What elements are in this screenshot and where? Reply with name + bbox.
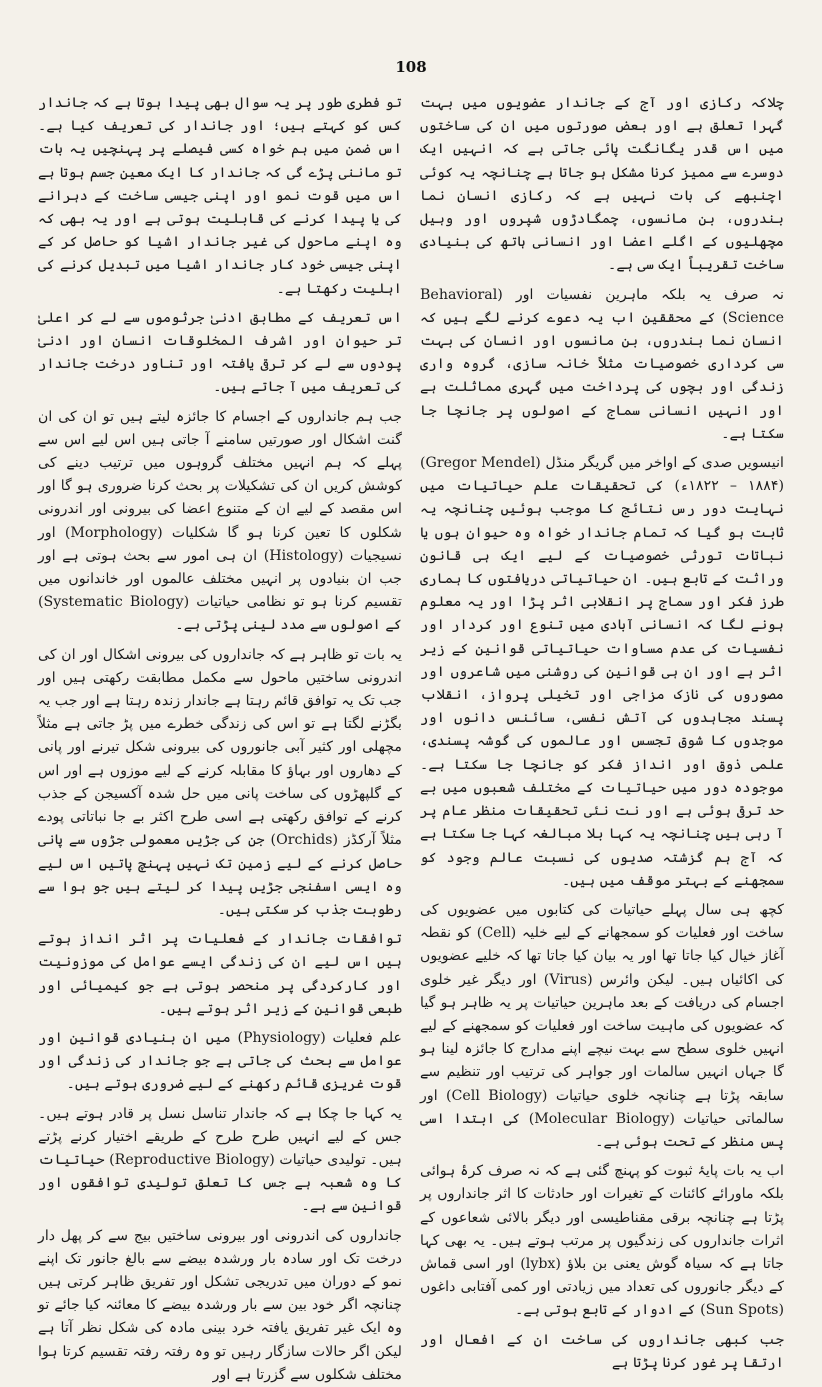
paragraph: اب یہ بات پایۂ ثبوت کو پہنچ گئی ہے کہ نہ صرف کرۂ ہوائی بلکہ ماورائے کائنات کے تغیرات اور حادثات کا اثر جانداروں پر پڑتا ہے چنانچہ برقی مقناطیسی اور دیگر بالائی شعاعوں کے اثرات جانداروں کی زندگیوں پر مرتب ہوتے ہیں۔ یہ بھی کہا جاتا ہے کہ سیاہ گوش یعنی بن بلاؤ (lybx) اور اسی قماش کے دیگر جانوروں کی تعداد میں زیادتی اور کمی آفتابی داغوں (Sun Spots) کے ادوار کے تابع ہوتی ہے۔ [420, 1163, 784, 1319]
paragraph: چلاکہ رکازی اور آج کے جاندار عضویوں میں بہت گہرا تعلق ہے اور بعض صورتوں میں ان کی ساختوں میں اس قدر یگانگت پائی جاتی ہے کہ انہیں ایک دوسرے سے ممیز کرنا مشکل ہو جاتا ہے چنانچہ یہ کوئی اچنبھے کی بات نہیں ہے کہ رکازی انسان نما بندروں، بن مانسوں، چمگادڑوں شپروں اور وہیل مچھلیوں کے اگلے اعضا اور انسانی ہاتھ کی بنیادی ساخت تقریباً ایک سی ہے۔ [420, 95, 784, 274]
paragraph: جانداروں کی اندرونی اور بیرونی ساختیں بیج سے کر پھل دار درخت تک اور سادہ بار ورشدہ بیضے سے بالغ جانور تک اپنے نمو کے دوران میں تدریجی تشکل اور تفریق ظاہر کرتی ہیں چنانچہ اگر خود بین سے بار ورشدہ بیضے کا معائنہ کیا جائے تو وہ ایک غیر تفریق یافتہ خرد بینی مادہ کی شکل نظر آتا ہے لیکن اگر حالات سازگار رہیں تو وہ رفتہ رفتہ تقسیم کرتا ہوا مختلف شکلوں سے گزرتا ہے اور [38, 1227, 402, 1383]
paragraph: انیسویں صدی کے اواخر میں گریگر منڈل (Gregor Mendel) (۱۸۲۲ – ۱۸۸۴ء) کی تحقیقات علم حیاتیات میں نہایت دور رس نتائج کا موجب ہوئیں چنانچہ یہ ثابت ہو گیا کہ تمام جاندار خواہ وہ حیوان ہوں یا نباتات تورثی خصوصیات کے لیے ایک ہی قانون وراثت کے تابع ہیں۔ ان حیاتیاتی دریافتوں کا ہماری طرز فکر اور سماج پر انقلابی اثر پڑا اور یہ معلوم ہونے لگا کہ انسانی آبادی میں تنوع اور کردار اور نفسیات کی عدم مساوات حیاتیاتی قوانین کے زیر اثر ہے اور ان ہی قوانین کی روشنی میں شاعروں اور مصوروں کی نازک مزاجی اور تخیلی پرواز، انقلاب پسند مجاہدوں کی آتش نفسی، سائنس دانوں اور موجدوں کا شوق تجسس اور عالموں کی گوشہ پسندی، علمی ذوق اور انداز فکر کو جانچا جا سکتا ہے۔ موجودہ دور میں حیاتیات کے مختلف شعبوں میں بے حد ترقی ہوئی ہے اور نت نئی تحقیقات منظر عام پر آ رہی ہیں چنانچہ یہ کہا بلا مبالغہ کہا جا سکتا ہے کہ آج ہم گزشتہ صدیوں کی نسبت عالم وجود کو سمجھنے کے بہتر موقف میں ہیں۔ [420, 455, 784, 889]
page-number: 108 [395, 58, 427, 76]
paragraph: یہ کہا جا چکا ہے کہ جاندار تناسل نسل پر قادر ہوتے ہیں۔ جس کے لیے انہیں طرح طرح کے طریقے اختیار کرنے پڑتے ہیں۔ تولیدی حیاتیات (Reproductive Biology) حیاتیات کا وہ شعبہ ہے جس کا تعلق تولیدی توافقوں اور قوانین سے ہے۔ [38, 1105, 402, 1215]
left-column [38, 92, 402, 1383]
paragraph: تو فطری طور پر یہ سوال بھی پیدا ہوتا ہے کہ جاندار کس کو کہتے ہیں؛ اور جاندار کی تعریف کیا ہے۔ اس ضمن میں ہم خواہ کسی فیصلے پر پہنچیں یہ بات تو ماننی پڑے گی کہ جاندار کا ایک معین جسم ہوتا ہے اس میں قوت نمو اور اپنی جیسی ساخت کے دہرانے کی یا پیدا کرنے کی قابلیت ہوتی ہے اور یہ بھی کہ وہ اپنے ماحول کی غیر جاندار اشیا کو حاصل کر کے اپنی جیسی خود کار جاندار اشیا میں تبدیل کرنے کی اہلیت رکھتا ہے۔ [38, 95, 402, 297]
text-columns [38, 92, 785, 1383]
paragraph: یہ بات تو ظاہر ہے کہ جانداروں کی بیرونی اشکال اور ان کی اندرونی ساختیں ماحول سے مکمل مطابقت رکھتی ہیں اور جب تک یہ توافق قائم رہتا ہے جاندار زندہ رہتا ہے اور جب یہ بگڑنے لگتا ہے تو اس کی زندگی خطرے میں پڑ جاتی ہے مثلاً مچھلی اور کثیر آبی جانوروں کی بیرونی شکل تیرنے اور پانی کے دھاروں اور بہاؤ کا مقابلہ کرنے کے لیے موزوں ہے اور اس کے گلپھڑوں کی ساخت پانی میں حل شدہ آکسیجن کے جذب کرنے کے توافق رکھتی ہے اسی طرح اکثر بے جا نباتاتی پودے مثلاً آرکڈز (Orchids) جن کی جڑیں معمولی جڑوں سے پانی حاصل کرنے کے لیے زمین تک نہیں پہنچ پاتیں اس لیے وہ ایسی اسفنجی جڑیں پیدا کر لیتے ہیں جو ہوا سے رطوبت جذب کر سکتی ہیں۔ [38, 646, 402, 918]
paragraph: اس تعریف کے مطابق ادنیٰ جرثوموں سے لے کر اعلیٰ تر حیوان اور اشرف المخلوقات انسان اور ادنیٰ پودوں سے لے کر ترقی یافتہ اور تناور درخت جاندار کی تعریف میں آ جاتے ہیں۔ [38, 309, 402, 396]
paragraph: جب ہم جانداروں کے اجسام کا جائزہ لیتے ہیں تو ان کی ان گنت اشکال اور صورتیں سامنے آ جاتی ہیں اس لیے اس سے پہلے کہ ہم انہیں مختلف گروہوں میں ترتیب دینے کی کوشش کریں ان کی تشکیلات پر بحث کرنا ضروری ہو گا اور اس مقصد کے لیے ان کے متنوع اعضا کی بیرونی اور اندرونی شکلوں کا تعین کرنا ہو گا شکلیات (Morphology) اور نسیجیات (Histology) ان ہی امور سے بحث ہوتی ہے اور جب ان بنیادوں پر انہیں مختلف عالموں اور خاندانوں میں تقسیم کرنا ہو تو نظامی حیاتیات (Systematic Biology) کے اصولوں سے مدد لینی پڑتی ہے۔ [38, 408, 402, 634]
paragraph: علم فعلیات (Physiology) میں ان بنیادی قوانین اور عوامل سے بحث کی جاتی ہے جو جاندار کی زندگی اور قوت غریزی قائم رکھنے کے لیے ضروری ہوتے ہیں۔ [38, 1029, 402, 1093]
paragraph: جب کبھی جانداروں کی ساخت ان کے افعال اور ارتقا پر غور کرنا پڑتا ہے [420, 1331, 784, 1371]
paragraph: کچھ ہی سال پہلے حیاتیات کی کتابوں میں عضویوں کی ساخت اور فعلیات کو سمجھانے کے لیے خلیہ (Cell) کو نقطہ آغاز خیال کیا جاتا تھا اور یہ بیان کیا جاتا تھا کہ خلیے عضویوں کی اکائیاں ہیں۔ لیکن وائرس (Virus) اور دیگر غیر خلوی اجسام کی دریافت کے بعد ماہرین حیاتیات پر یہ ظاہر ہو گیا کہ عضویوں کی ماہیت ساخت اور فعلیات کو سمجھنے کے لیے انہیں خلوی سطح سے بہت نیچے اپنے مدارج کا جائزہ لینا ہو گا جہاں انہیں سالمات اور جواہر کی ترتیب اور تنظیم سے سابقہ پڑتا ہے چنانچہ خلوی حیاتیات (Cell Biology) اور سالماتی حیاتیات (Molecular Biology) کی ابتدا اسی پس منظر کے تحت ہوئی ہے۔ [420, 901, 785, 1150]
paragraph: نہ صرف یہ بلکہ ماہرین نفسیات اور (Behavioral Science) کے محققین اب یہ دعوے کرنے لگے ہیں کہ انسان نما بندروں، بن مانسوں اور انسان کی بہت سی کرداری خصوصیات مثلاً خانہ سازی، گروہ واری زندگی اور بچوں کی پرداخت میں گہری مماثلت ہے اور انہیں انسانی سماج کے اصولوں پر جانچا جا سکتا ہے۔ [420, 286, 784, 442]
right-column [420, 92, 785, 1371]
paragraph: توافقات جاندار کے فعلیات پر اثر انداز ہوتے ہیں اس لیے ان کی زندگی ایسے عوامل کی موزونیت اور کارکردگی پر منحصر ہوتی ہے جو کیمیائی اور طبعی قوانین کے زیر اثر ہوتے ہیں۔ [38, 931, 402, 1017]
